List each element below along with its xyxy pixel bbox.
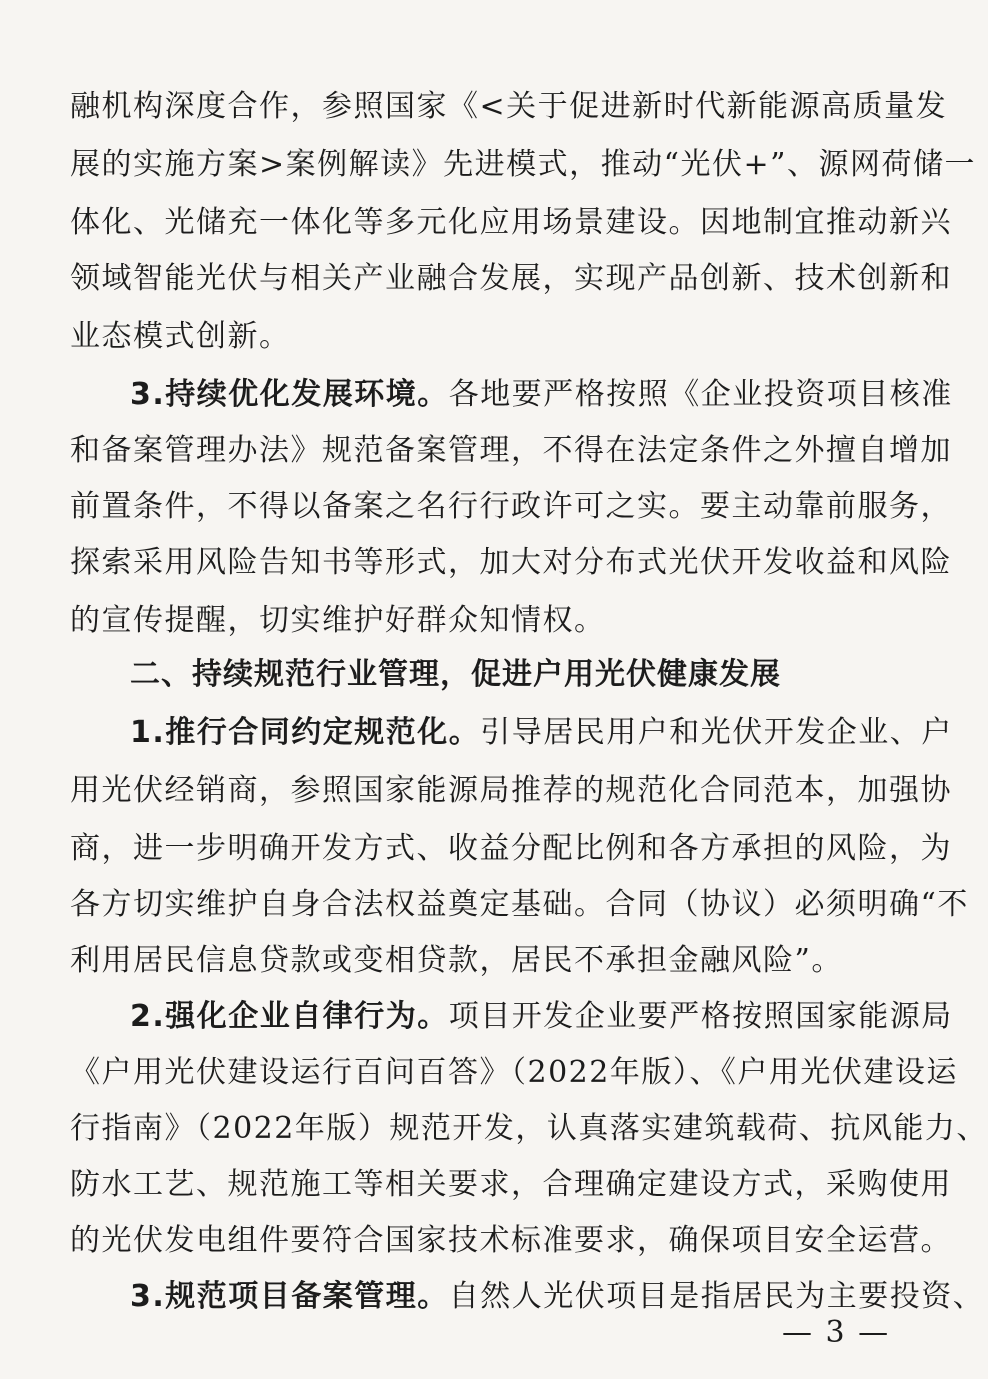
body-line: 防水工艺、规范施工等相关要求，合理确定建设方式，采购使用 [70, 1167, 952, 1202]
body-line: 业态模式创新。 [70, 319, 291, 354]
body-line: 行指南》（2022年版）规范开发，认真落实建筑载荷、抗风能力、 [70, 1111, 988, 1146]
section-heading: 二、持续规范行业管理，促进户用光伏健康发展 [130, 657, 781, 692]
body-line: 《户用光伏建设运行百问百答》（2022年版）、《户用光伏建设运 [70, 1055, 958, 1090]
body-line: 用光伏经销商，参照国家能源局推荐的规范化合同范本，加强协 [70, 773, 952, 808]
paragraph-first-line: 3.持续优化发展环境。各地要严格按照《企业投资项目核准 [130, 377, 953, 412]
section-lead: 2.强化企业自律行为。 [130, 999, 449, 1034]
body-line: 探索采用风险告知书等形式，加大对分布式光伏开发收益和风险 [70, 545, 952, 580]
page-number: — 3 — [782, 1315, 891, 1350]
body-line: 的宣传提醒，切实维护好群众知情权。 [70, 603, 606, 638]
section-lead: 1.推行合同约定规范化。 [130, 715, 481, 750]
section-lead: 3.持续优化发展环境。 [130, 377, 449, 412]
body-line: 和备案管理办法》规范备案管理，不得在法定条件之外擅自增加 [70, 433, 952, 468]
body-line: 各方切实维护自身合法权益奠定基础。合同（协议）必须明确“不 [70, 887, 969, 922]
body-line: 的光伏发电组件要符合国家技术标准要求，确保项目安全运营。 [70, 1223, 952, 1258]
body-line: 利用居民信息贷款或变相贷款，居民不承担金融风险”。 [70, 943, 843, 978]
body-line: 前置条件，不得以备案之名行行政许可之实。要主动靠前服务， [70, 489, 952, 524]
body-line: 融机构深度合作，参照国家《<关于促进新时代新能源高质量发 [70, 89, 948, 124]
paragraph-first-line: 3.规范项目备案管理。自然人光伏项目是指居民为主要投资、 [130, 1279, 985, 1314]
body-line: 领域智能光伏与相关产业融合发展，实现产品创新、技术创新和 [70, 261, 952, 296]
body-line: 商，进一步明确开发方式、收益分配比例和各方承担的风险，为 [70, 831, 952, 866]
paragraph-first-line: 2.强化企业自律行为。项目开发企业要严格按照国家能源局 [130, 999, 953, 1034]
body-line: 展的实施方案>案例解读》先进模式，推动“光伏+”、源网荷储一 [70, 147, 976, 182]
section-lead: 3.规范项目备案管理。 [130, 1279, 449, 1314]
body-line: 体化、光储充一体化等多元化应用场景建设。因地制宜推动新兴 [70, 205, 952, 240]
paragraph-first-line: 1.推行合同约定规范化。引导居民用户和光伏开发企业、户 [130, 715, 953, 750]
